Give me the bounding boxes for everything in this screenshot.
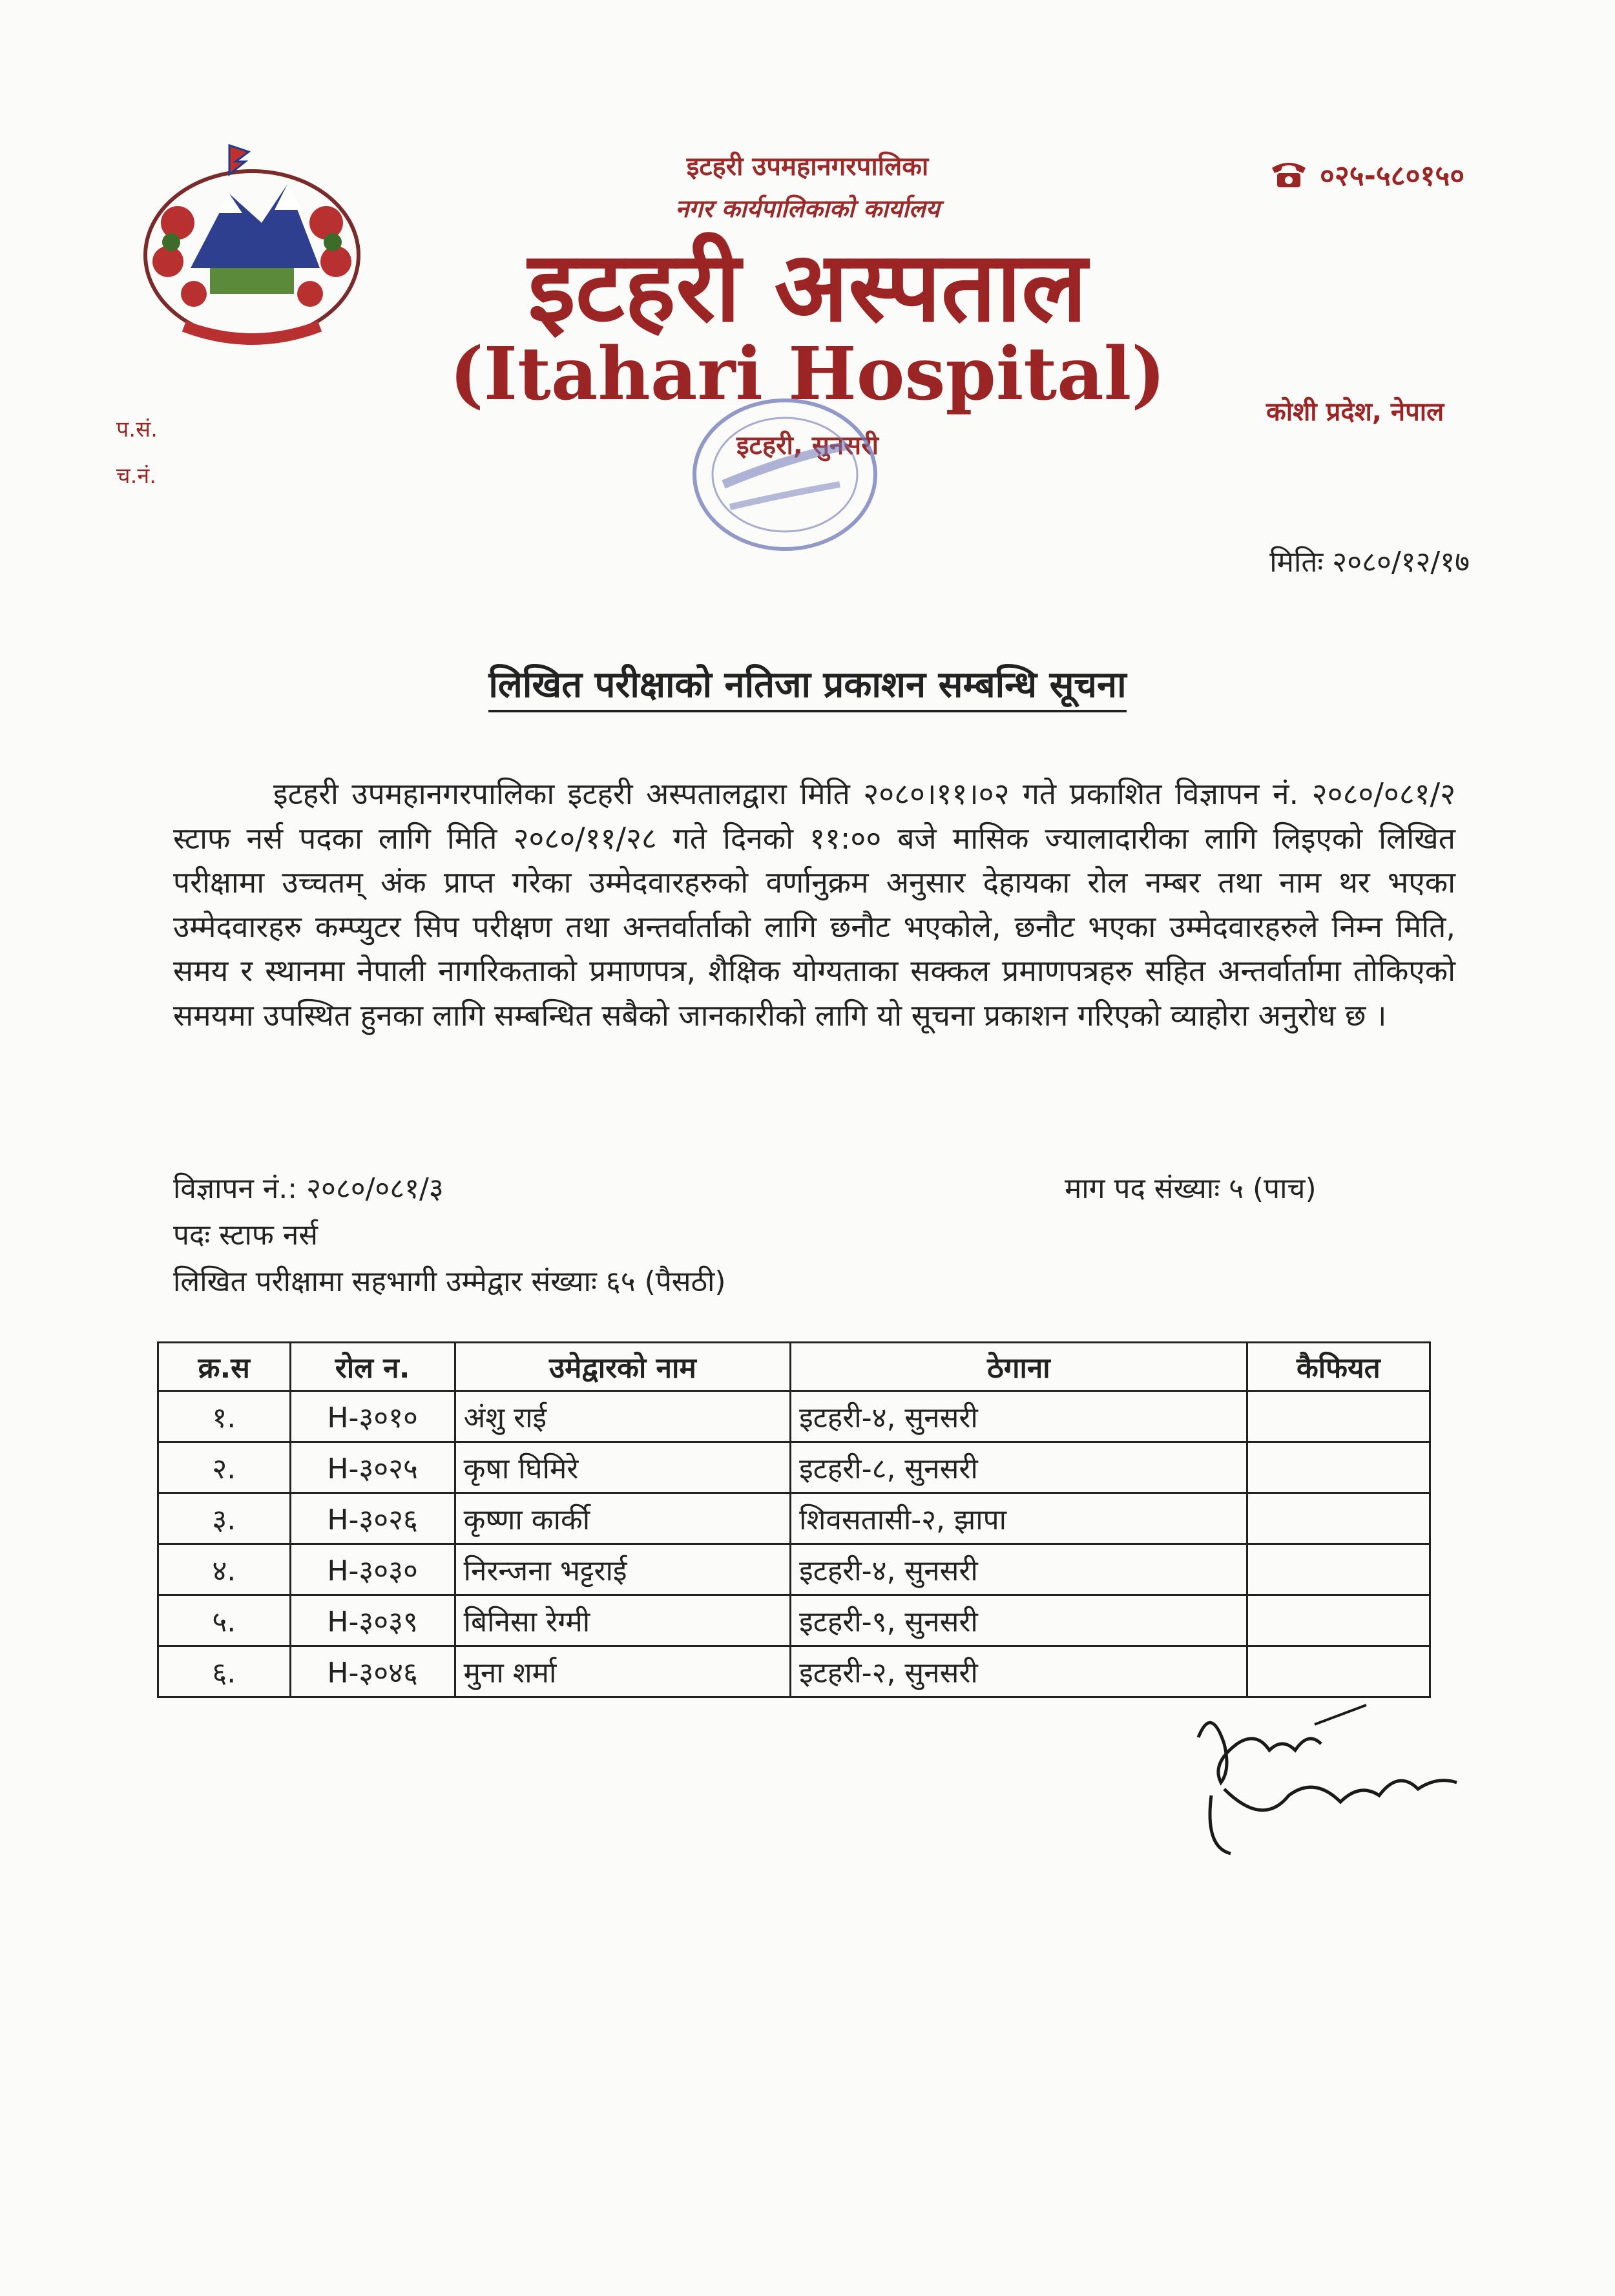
municipality-name: इटहरी उपमहानगरपालिका — [686, 152, 929, 181]
cell-remarks — [1247, 1595, 1430, 1646]
cell-sn: ४. — [158, 1544, 291, 1595]
phone-icon — [1269, 160, 1308, 189]
cell-sn: १. — [158, 1391, 291, 1442]
results-table — [157, 1341, 1431, 1698]
cell-sn: २. — [158, 1442, 291, 1493]
reference-cn: च.नं. — [116, 463, 157, 489]
table-row — [158, 1595, 1430, 1646]
cell-name: कृष्णा कार्की — [455, 1493, 791, 1544]
notice-title-text: लिखित परीक्षाको नतिजा प्रकाशन सम्बन्धि सूचना — [488, 664, 1126, 712]
candidate-count: लिखित परीक्षामा सहभागी उम्मेद्वार संख्याः ६५ (पैसठी) — [173, 1265, 726, 1298]
cell-remarks — [1247, 1493, 1430, 1544]
demand-posts: माग पद संख्याः ५ (पाच) — [1065, 1172, 1317, 1205]
cell-name: बिनिसा रेग्मी — [455, 1595, 791, 1646]
table-row — [158, 1391, 1430, 1442]
header-name: उमेद्वारको नाम — [455, 1343, 791, 1391]
cell-sn: ५. — [158, 1595, 291, 1646]
reference-ps: प.सं. — [116, 417, 158, 442]
header-sn: क्र.स — [158, 1343, 291, 1391]
post-name: पदः स्टाफ नर्स — [173, 1219, 318, 1252]
cell-roll: H-३०२६ — [290, 1493, 455, 1544]
cell-remarks — [1247, 1442, 1430, 1493]
cell-roll: H-३०१० — [290, 1391, 455, 1442]
advertisement-number: विज्ञापन नं.: २०८०/०८१/३ — [173, 1172, 444, 1205]
cell-roll: H-३०४६ — [290, 1646, 455, 1697]
cell-name: मुना शर्मा — [455, 1646, 791, 1697]
cell-sn: ६. — [158, 1646, 291, 1697]
cell-name: निरन्जना भट्टराई — [455, 1544, 791, 1595]
cell-remarks — [1247, 1646, 1430, 1697]
cell-address: इटहरी-९, सुनसरी — [791, 1595, 1247, 1646]
cell-remarks — [1247, 1544, 1430, 1595]
signature — [1185, 1699, 1483, 1867]
hospital-location: इटहरी, सुनसरी — [736, 431, 879, 460]
cell-address: इटहरी-४, सुनसरी — [791, 1544, 1247, 1595]
table-row — [158, 1493, 1430, 1544]
table-row — [158, 1442, 1430, 1493]
cell-address: इटहरी-८, सुनसरी — [791, 1442, 1247, 1493]
cell-remarks — [1247, 1391, 1430, 1442]
cell-roll: H-३०२५ — [290, 1442, 455, 1493]
phone-number — [1269, 155, 1464, 194]
cell-address: इटहरी-४, सुनसरी — [791, 1391, 1247, 1442]
office-stamp — [678, 388, 891, 562]
hospital-name-english: (Itahari Hospital) — [449, 332, 1166, 417]
header-remarks: कैफियत — [1247, 1343, 1430, 1391]
office-name: नगर कार्यपालिकाको कार्यालय — [675, 194, 940, 223]
table-row — [158, 1646, 1430, 1697]
cell-name: कृषा घिमिरे — [455, 1442, 791, 1493]
cell-roll: H-३०३९ — [290, 1595, 455, 1646]
notice-body: इटहरी उपमहानगरपालिका इटहरी अस्पतालद्वारा मिति २०८०।११।०२ गते प्रकाशित विज्ञापन नं. २०८०/०८१/२ स्टाफ नर्स पदका लागि मिति २०८०/११/२८ गते दिनको ११:०० बजे मासिक ज्यालादारीका लागि लिइएको लिखित परीक्षामा उच्चतम् अंक प्राप्त गरेका उम्मेदवारहरुको वर्णानुक्रम अनुसार देहायका रोल नम्बर तथा नाम थर भएका उम्मेदवारहरु कम्प्युटर सिप परीक्षण तथा अन्तर्वार्ताको लागि छनौट भएकोले, छनौट भएका उम्मेदवारहरुले निम्न मिति, समय र स्थानमा नेपाली नागरिकताको प्रमाणपत्र, शैक्षिक योग्यताका सक्कल प्रमाणपत्रहरु सहित अन्तर्वार्तामा तोकिएको समयमा उपस्थित हुनका लागि सम्बन्धित सबैको जानकारीको लागि यो सूचना प्रकाशन गरिएको व्याहोरा अनुरोध छ । — [173, 776, 1455, 1033]
notice-title — [0, 659, 1615, 708]
phone-text: ०२५-५८०१५० — [1320, 160, 1465, 192]
hospital-name-nepali: इटहरी अस्पताल — [528, 231, 1087, 344]
table-header-row — [158, 1343, 1430, 1391]
cell-address: इटहरी-२, सुनसरी — [791, 1646, 1247, 1697]
cell-name: अंशु राई — [455, 1391, 791, 1442]
province: कोशी प्रदेश, नेपाल — [1266, 397, 1444, 427]
cell-sn: ३. — [158, 1493, 291, 1544]
table-row — [158, 1544, 1430, 1595]
cell-address: शिवसतासी-२, झापा — [791, 1493, 1247, 1544]
header-address: ठेगाना — [791, 1343, 1247, 1391]
cell-roll: H-३०३० — [290, 1544, 455, 1595]
header-roll: रोल न. — [290, 1343, 455, 1391]
notice-date: मितिः २०८०/१२/१७ — [1269, 546, 1470, 579]
